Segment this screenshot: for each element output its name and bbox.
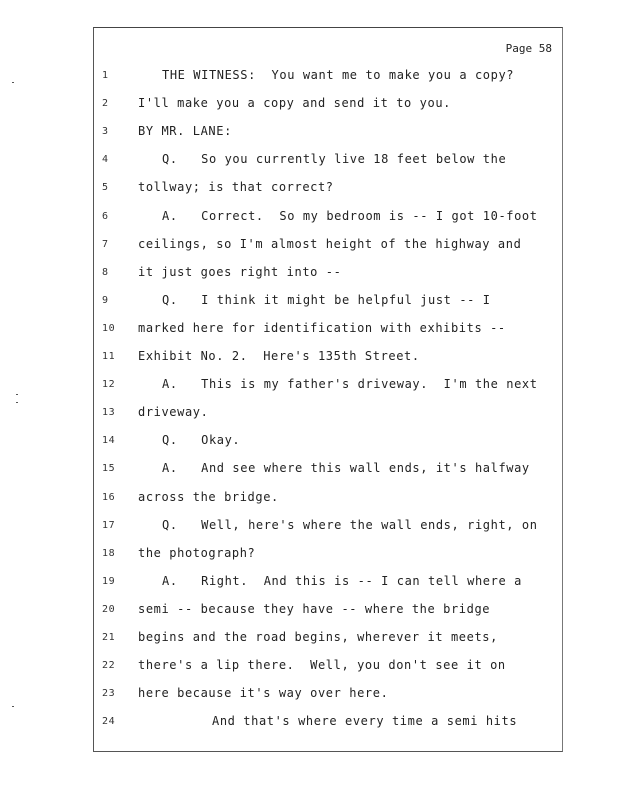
transcript-line <box>94 686 564 706</box>
line-text: Exhibit No. 2. Here's 135th Street. <box>138 349 420 363</box>
transcript-line <box>94 237 564 257</box>
transcript-line <box>94 714 564 734</box>
line-text: Q. Okay. <box>162 433 241 448</box>
line-number: 19 <box>102 575 116 587</box>
transcript-line <box>94 658 564 678</box>
line-text: A. Right. And this is -- I can tell where a <box>162 573 522 588</box>
line-number: 23 <box>102 688 116 700</box>
transcript-line <box>94 518 564 538</box>
line-text: A. Correct. So my bedroom is -- I got 10-foot <box>162 208 538 223</box>
line-text: semi -- because they have -- where the bridge <box>138 601 491 616</box>
line-text: there's a lip there. Well, you don't see it on <box>138 658 506 673</box>
line-text: Q. So you currently live 18 feet below the <box>162 152 507 167</box>
line-text: Q. I think it might be helpful just -- I <box>162 292 491 307</box>
line-number: 20 <box>102 603 116 615</box>
line-text: BY MR. LANE: <box>138 124 232 139</box>
line-number: 9 <box>102 294 109 306</box>
line-number: 14 <box>102 435 116 447</box>
line-text: here because it's way over here. <box>138 686 389 701</box>
transcript-line <box>94 152 564 172</box>
line-text: And that's where every time a semi hits <box>212 714 518 729</box>
line-text: begins and the road begins, wherever it meets, <box>138 630 498 644</box>
scan-speck <box>12 82 14 83</box>
line-text: the photograph? <box>138 545 256 560</box>
transcript-line <box>94 630 564 650</box>
scan-speck <box>12 706 14 707</box>
transcript-line <box>94 209 564 229</box>
line-number: 3 <box>102 126 109 138</box>
line-number: 13 <box>102 407 116 419</box>
line-number: 6 <box>102 210 109 222</box>
line-number: 17 <box>102 519 116 531</box>
line-text: across the bridge. <box>138 489 279 504</box>
line-text: tollway; is that correct? <box>138 180 334 195</box>
transcript-line <box>94 321 564 341</box>
line-number: 21 <box>102 632 116 643</box>
line-number: 24 <box>102 716 116 728</box>
line-text: I'll make you a copy and send it to you. <box>138 96 451 111</box>
line-number: 1 <box>102 70 109 81</box>
transcript-line <box>94 461 564 481</box>
transcript-line <box>94 96 564 116</box>
transcript-line <box>94 293 564 313</box>
line-number: 18 <box>102 547 116 559</box>
line-number: 2 <box>102 98 109 110</box>
transcript-line <box>94 349 564 369</box>
line-text: ceilings, so I'm almost height of the highway and <box>138 236 522 251</box>
transcript-line <box>94 490 564 510</box>
line-number: 4 <box>102 154 109 166</box>
page-number: Page 58 <box>505 42 552 55</box>
transcript-line <box>94 377 564 397</box>
line-text: marked here for identification with exhibits -- <box>138 320 506 335</box>
line-number: 12 <box>102 379 116 391</box>
line-text: Q. Well, here's where the wall ends, right, on <box>162 517 538 532</box>
line-text: driveway. <box>138 405 209 420</box>
line-number: 16 <box>102 491 116 503</box>
transcript-line <box>94 180 564 200</box>
transcript-line <box>94 546 564 566</box>
transcript-line <box>94 68 564 88</box>
line-number: 8 <box>102 266 109 278</box>
transcript-line <box>94 124 564 144</box>
transcript-line <box>94 574 564 594</box>
transcript-line <box>94 602 564 622</box>
transcript-line <box>94 265 564 285</box>
line-number: 15 <box>102 463 116 475</box>
line-text: A. And see where this wall ends, it's halfway <box>162 461 530 476</box>
line-text: it just goes right into -- <box>138 264 342 279</box>
line-number: 7 <box>102 238 109 250</box>
line-number: 22 <box>102 660 116 672</box>
transcript-line <box>94 433 564 453</box>
line-number: 10 <box>102 322 116 334</box>
transcript-page <box>93 27 563 752</box>
scan-speck <box>16 402 18 403</box>
line-text: A. This is my father's driveway. I'm the next <box>162 377 538 392</box>
line-number: 11 <box>102 351 116 362</box>
line-number: 5 <box>102 182 109 194</box>
scan-speck <box>16 394 18 395</box>
line-text: THE WITNESS: You want me to make you a copy? <box>162 68 515 82</box>
transcript-line <box>94 405 564 425</box>
